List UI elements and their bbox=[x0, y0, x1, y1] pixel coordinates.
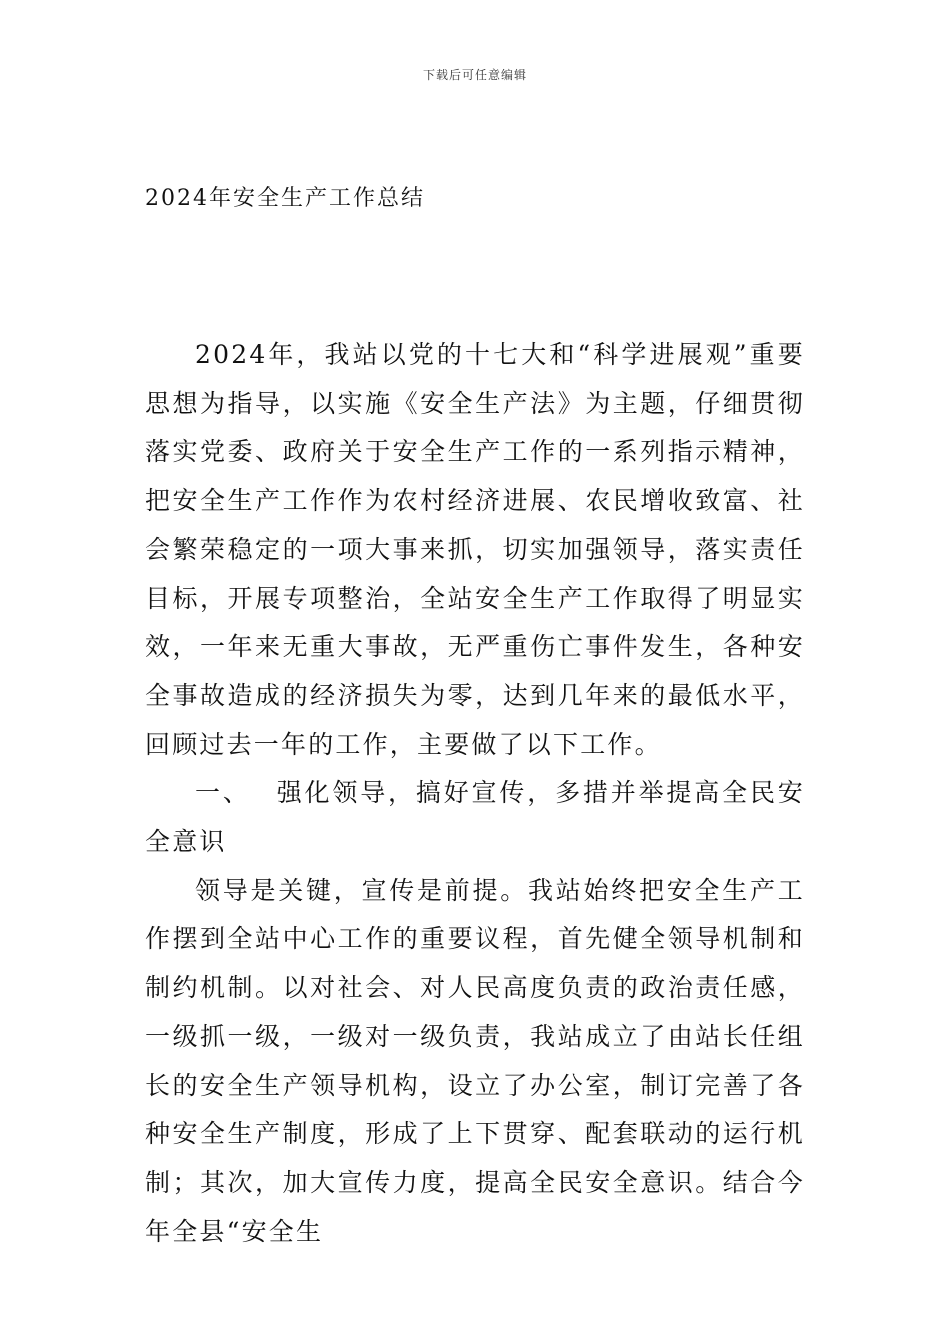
document-title: 2024年安全生产工作总结 bbox=[145, 186, 425, 211]
header-note: 下载后可任意编辑 bbox=[422, 68, 527, 82]
section-heading-text: 强化领导，搞好宣传，多措并举提高全民安全意识 bbox=[145, 778, 805, 857]
section-number: 一、 bbox=[195, 778, 251, 808]
intro-paragraph: 2024年，我站以党的十七大和“科学进展观”重要思想为指导，以实施《安全生产法》为主题，仔细贯彻落实党委、政府关于安全生产工作的一系列指示精神，把安全生产工作作为农村经济进展、农民增收致富、社会繁荣稳定的一项大事来抓，切实加强领导，落实责任目标，开展专项整治，全站安全生产工作取得了明显实效，一年来无重大事故，无严重伤亡事件发生，各种安全事故造成的经济损失为零，达到几年来的最低水平，回顾过去一年的工作，主要做了以下工作。 bbox=[145, 340, 805, 759]
section-heading bbox=[145, 769, 805, 866]
section-paragraph: 领导是关键，宣传是前提。我站始终把安全生产工作摆到全站中心工作的重要议程，首先健全领导机制和制约机制。以对社会、对人民高度负责的政治责任感，一级抓一级，一级对一级负责，我站成立了由站长任组长的安全生产领导机构，设立了办公室，制订完善了各种安全生产制度，形成了上下贯穿、配套联动的运行机制；其次，加大宣传力度，提高全民安全意识。结合今年全县“安全生 bbox=[145, 875, 805, 1246]
document-body bbox=[145, 331, 805, 1256]
